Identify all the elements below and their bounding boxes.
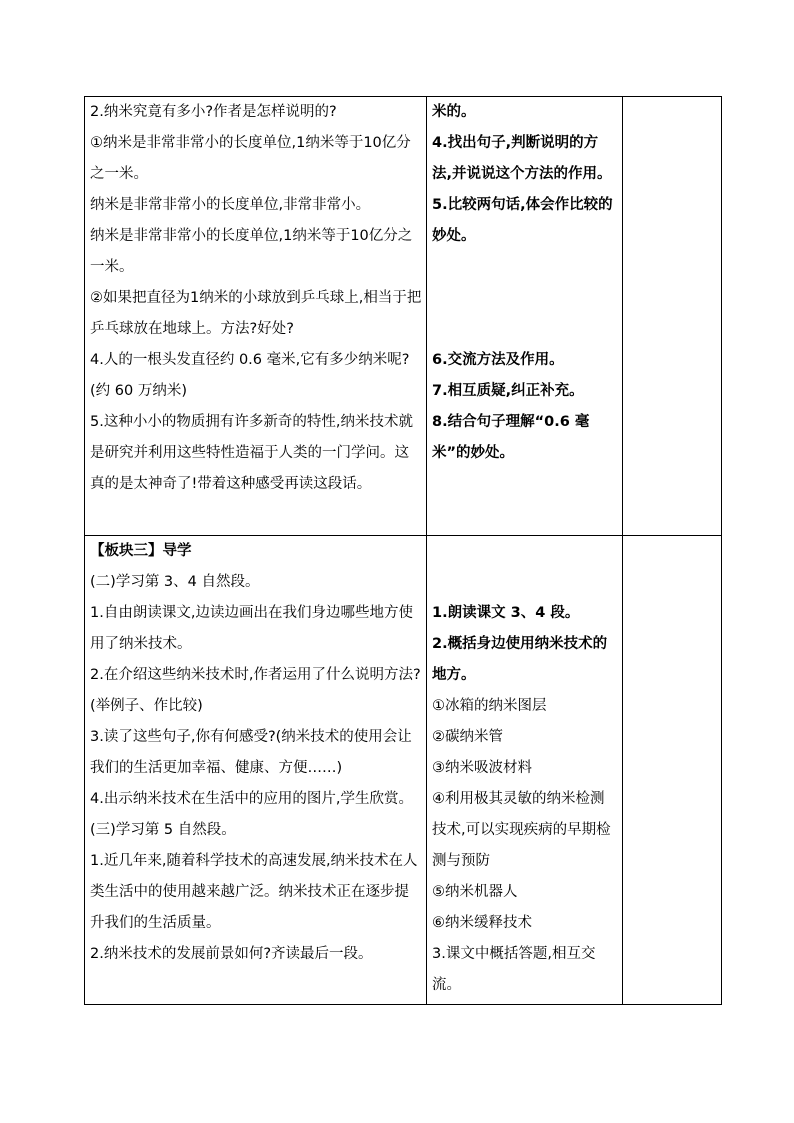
paragraph: 3.课文中概括答题,相互交流。 [432,946,596,993]
paragraph: ①纳米是非常非常小的长度单位,1纳米等于10亿分之一米。 [90,135,411,182]
teacher-activity-cell [85,536,427,1005]
list-item: ⑥纳米缓释技术 [432,915,532,931]
paragraph: 纳米是非常非常小的长度单位,非常非常小。 [90,197,371,213]
list-item: ②碳纳米管 [432,729,503,745]
paragraph: 1.朗读课文 3、4 段。 [432,605,580,621]
list-item: ①冰箱的纳米图层 [432,698,547,714]
section-heading: 【板块三】导学 [90,543,192,559]
paragraph: ②如果把直径为1纳米的小球放到乒乓球上,相当于把乒乓球放在地球上。方法?好处? [90,290,422,337]
table-row [85,97,722,536]
paragraph: 6.交流方法及作用。 [432,352,564,368]
paragraph: 1.近几年来,随着科学技术的高速发展,纳米技术在人类生活中的使用越来越广泛。纳米技术正在逐步提升我们的生活质量。 [90,853,418,931]
list-item: ③纳米吸波材料 [432,760,532,776]
spacer [432,314,618,345]
spacer [432,536,618,567]
paragraph: 4.出示纳米技术在生活中的应用的图片,学生欣赏。 [90,791,413,807]
paragraph: 2.纳米究竟有多小?作者是怎样说明的? [90,104,337,120]
table-row [85,536,722,1005]
spacer [432,283,618,314]
teacher-activity-cell [85,97,427,536]
paragraph: 3.读了这些句子,你有何感受?(纳米技术的使用会让我们的生活更加幸福、健康、方便……) [90,729,412,776]
paragraph: 1.自由朗读课文,边读边画出在我们身边哪些地方使用了纳米技术。 [90,605,413,652]
paragraph: (二)学习第 3、4 自然段。 [90,574,260,590]
paragraph: 5.这种小小的物质拥有许多新奇的特性,纳米技术就是研究并利用这些特性造福于人类的一门学问。这真的是太神奇了!带着这种感受再读这段话。 [90,414,413,492]
paragraph: 2.概括身边使用纳米技术的地方。 [432,636,608,683]
paragraph: 米的。 [432,104,476,120]
student-activity-cell [427,536,623,1005]
list-item: ⑤纳米机器人 [432,884,518,900]
notes-cell [623,536,722,1005]
paragraph: 纳米是非常非常小的长度单位,1纳米等于10亿分之一米。 [90,228,413,275]
list-item: ④利用极其灵敏的纳米检测技术,可以实现疾病的早期检测与预防 [432,791,611,869]
paragraph: 4.人的一根头发直径约 0.6 毫米,它有多少纳米呢?(约 60 万纳米) [90,352,410,399]
notes-cell [623,97,722,536]
lesson-plan-table [84,96,722,1005]
paragraph: 8.结合句子理解“0.6 毫米”的妙处。 [432,414,590,461]
spacer [432,567,618,598]
paragraph: 4.找出句子,判断说明的方法,并说说这个方法的作用。 [432,135,612,182]
paragraph: 2.在介绍这些纳米技术时,作者运用了什么说明方法?(举例子、作比较) [90,667,421,714]
student-activity-cell [427,97,623,536]
paragraph: (三)学习第 5 自然段。 [90,822,236,838]
spacer [432,252,618,283]
paragraph: 5.比较两句话,体会作比较的妙处。 [432,197,613,244]
paragraph: 2.纳米技术的发展前景如何?齐读最后一段。 [90,946,373,962]
paragraph: 7.相互质疑,纠正补充。 [432,383,584,399]
